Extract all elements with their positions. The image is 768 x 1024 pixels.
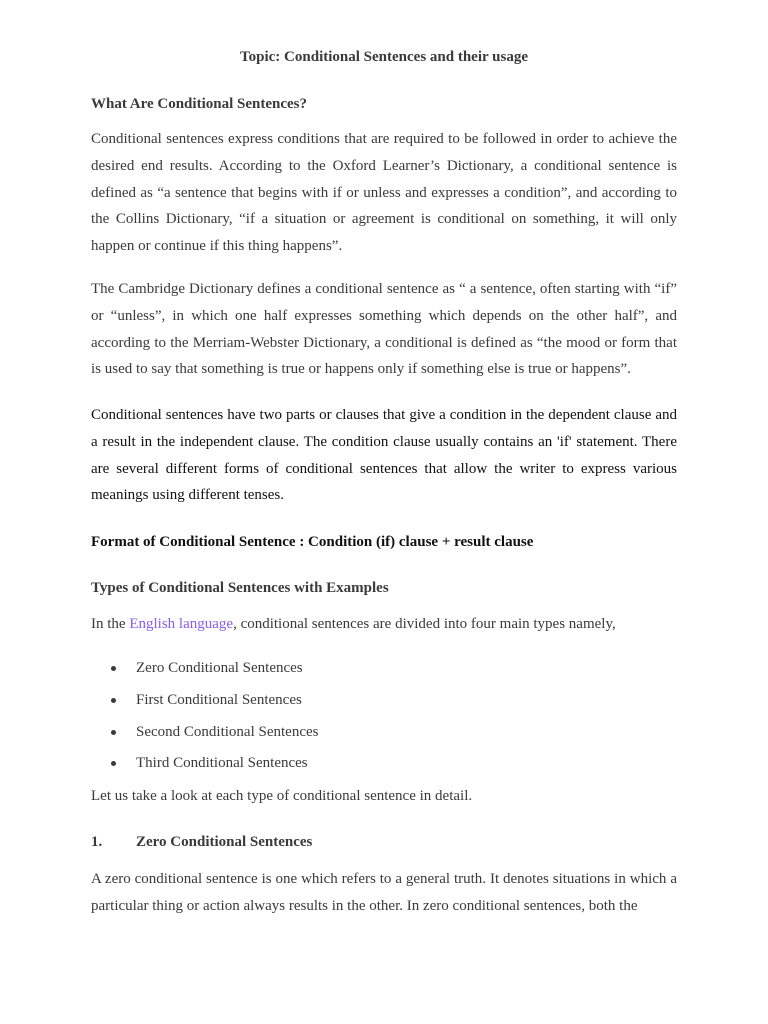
document-title: Topic: Conditional Sentences and their usage [240, 49, 528, 65]
bullet-icon [111, 666, 116, 671]
format-heading: Format of Conditional Sentence : Condition (if) clause + result clause [91, 534, 534, 550]
zero-conditional-heading [91, 832, 312, 852]
bullet-icon [111, 761, 116, 766]
list-item [91, 753, 318, 785]
types-list [91, 658, 318, 785]
list-item-label: Zero Conditional Sentences [136, 660, 303, 676]
bullet-icon [111, 730, 116, 735]
list-item [91, 722, 318, 754]
list-item-label: Third Conditional Sentences [136, 755, 308, 772]
intro-prefix: In the [91, 616, 130, 632]
section-number: 1. [91, 834, 103, 850]
types-heading: Types of Conditional Sentences with Examples [91, 580, 389, 596]
intro-suffix: , conditional sentences are divided into four main types namely, [233, 616, 616, 632]
paragraph-zero-conditional: A zero conditional sentence is one which refers to a general truth. It denotes situations in which a particular thing or action always results in the other. In zero conditional sentences, both the [91, 871, 677, 914]
types-intro [91, 614, 616, 634]
paragraph-definition-oxford-collins: Conditional sentences express conditions that are required to be followed in order to achieve the desired end results. According to the Oxford Learner’s Dictionary, a conditional sentence is defined as “a sentence that begins with if or unless and expresses a condition”, and according to the Collins Dictionary, “if a situation or agreement is conditional on something, it will only happen or continue if this thing happens”. [91, 131, 677, 255]
section-heading-text: Zero Conditional Sentences [136, 834, 313, 850]
list-item-label: Second Conditional Sentences [136, 723, 319, 740]
list-item [91, 690, 318, 722]
bullet-icon [111, 698, 116, 703]
paragraph-definition-cambridge-merriam: The Cambridge Dictionary defines a conditional sentence as “ a sentence, often starting with “if” or “unless”, in which one half expresses something which depends on the other half”, and according to the Merriam-Webster Dictionary, a conditional is defined as “the mood or form that is used to say that something is true or happens only if something else is true or happens”. [91, 281, 677, 378]
section-heading-what-are: What Are Conditional Sentences? [91, 96, 307, 112]
list-item [91, 658, 318, 690]
detail-line: Let us take a look at each type of conditional sentence in detail. [91, 788, 473, 804]
english-language-link[interactable]: English language [129, 616, 234, 632]
list-item-label: First Conditional Sentences [136, 691, 302, 708]
paragraph-clauses: Conditional sentences have two parts or clauses that give a condition in the dependent clause and a result in the independent clause. The condition clause usually contains an 'if' statement. There are several different forms of conditional sentences that allow the writer to express various meanings using different tenses. [91, 407, 677, 504]
